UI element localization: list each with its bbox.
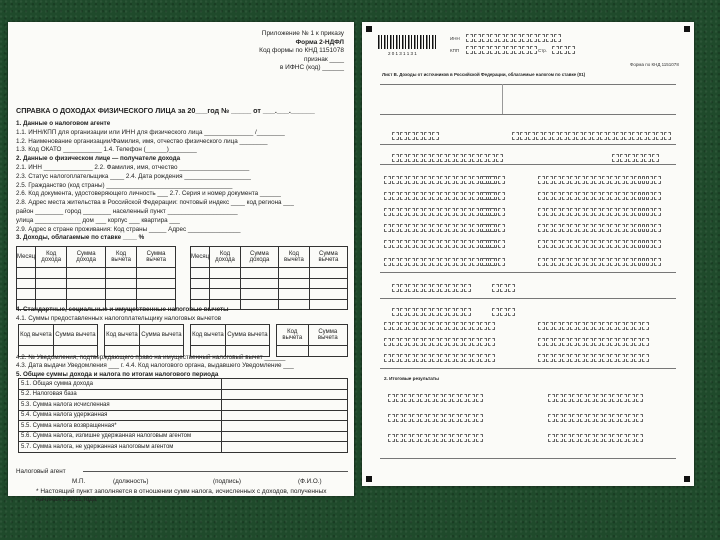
table-header-cell: Сумма вычета [137, 247, 176, 268]
input-boxes[interactable] [492, 284, 515, 292]
input-boxes[interactable] [482, 224, 505, 232]
form-line: 4.1. Суммы предоставленных налогоплательщику налоговых вычетов [16, 314, 222, 322]
header-line: Форма 2-НДФЛ [295, 38, 344, 46]
input-boxes[interactable] [548, 414, 643, 422]
table-row [19, 442, 348, 453]
form-line: 1.3. Код ОКАТО ___________ 1.4. Телефон (______)________ [16, 146, 197, 154]
form-line: 1.1. ИНН/КПП для организации или ИНН для физического лица ______________ /________ [16, 128, 285, 136]
input-boxes[interactable] [492, 308, 515, 316]
table-cell[interactable] [309, 299, 347, 310]
table-cell[interactable] [240, 278, 278, 289]
income-table-right [190, 246, 348, 310]
table-header-cell: Сумма вычета [308, 325, 347, 346]
total-value-cell[interactable] [222, 400, 348, 411]
page-label: Стр. [538, 48, 548, 53]
table-header-cell: Сумма вычета [309, 247, 347, 268]
barcode-number: 2 0 1 3 1 1 3 1 [388, 51, 417, 56]
table-cell[interactable] [210, 289, 241, 300]
footnote: * Настоящий пункт заполняется в отношении сумм налога, исчисленных с доходов, полученных начиная с 2011 года [36, 488, 327, 503]
input-boxes[interactable] [384, 322, 495, 330]
input-boxes[interactable] [388, 434, 483, 442]
total-value-cell[interactable] [222, 431, 348, 442]
total-value-cell[interactable] [222, 421, 348, 432]
form-line: 2.6. Код документа, удостоверяющего личность ___ 2.7. Серия и номер документа ______ [16, 190, 281, 198]
signature-sign-label: (подпись) [213, 478, 241, 485]
table-cell[interactable] [279, 268, 310, 279]
table-header-cell: Код дохода [210, 247, 241, 268]
table-header-cell: Месяц [191, 247, 210, 268]
form-rule [380, 114, 676, 115]
table-cell[interactable] [36, 289, 67, 300]
total-label: 5.5. Сумма налога возвращенная* [19, 421, 222, 432]
total-label: 5.6. Сумма налога, излишне удержанная налоговым агентом [19, 431, 222, 442]
input-boxes[interactable] [538, 354, 649, 362]
table-header-cell: Сумма вычета [139, 325, 183, 346]
total-label: 5.3. Сумма налога исчисленная [19, 400, 222, 411]
table-cell[interactable] [105, 278, 136, 289]
header-line: в ИФНС (код) ______ [279, 64, 344, 71]
input-boxes[interactable] [384, 354, 495, 362]
total-value-cell[interactable] [222, 389, 348, 400]
table-cell[interactable] [17, 278, 36, 289]
table-cell[interactable] [17, 289, 36, 300]
table-cell[interactable] [67, 278, 106, 289]
input-boxes[interactable] [638, 192, 661, 200]
table-header-cell: Код вычета [277, 325, 309, 346]
input-boxes[interactable] [384, 176, 495, 184]
form-rule [380, 272, 676, 273]
totals-table [18, 378, 348, 453]
table-row [19, 421, 348, 432]
table-header-cell: Код дохода [36, 247, 67, 268]
header-line: признак ____ [303, 55, 344, 63]
table-header-cell: Сумма дохода [240, 247, 278, 268]
inn-label: ИНН [450, 36, 460, 41]
form-2ndfl-sheet [8, 22, 354, 503]
table-cell[interactable] [309, 289, 347, 300]
table-header-cell: Код вычета [105, 325, 140, 346]
income-table-left [16, 246, 176, 310]
table-row [19, 410, 348, 421]
input-boxes[interactable] [384, 224, 495, 232]
input-boxes[interactable] [538, 240, 649, 248]
table-cell[interactable] [240, 289, 278, 300]
input-boxes[interactable] [384, 258, 495, 266]
form-line: 2.8. Адрес места жительства в Российской Федерации: почтовый индекс ____ код региона ___ [16, 199, 294, 207]
section-title: 2. Итоговые результаты [384, 376, 439, 381]
form-rule [380, 84, 676, 85]
table-cell[interactable] [309, 278, 347, 289]
barcode-icon [378, 35, 436, 49]
form-line: 1.2. Наименование организации/Фамилия, имя, отчество физического лица ________ [16, 137, 268, 145]
form-line: 2. Данные о физическом лице — получателе дохода [16, 155, 181, 163]
input-boxes[interactable] [538, 208, 649, 216]
input-boxes[interactable] [538, 192, 649, 200]
table-row [191, 278, 348, 289]
input-boxes[interactable] [638, 240, 661, 248]
table-row [19, 400, 348, 411]
total-label: 5.2. Налоговая база [19, 389, 222, 400]
table-header-cell: Сумма дохода [67, 247, 106, 268]
header-line: Код формы по КНД 1151078 [259, 47, 344, 54]
input-boxes[interactable] [392, 308, 471, 316]
input-boxes[interactable] [392, 154, 503, 162]
table-row [191, 268, 348, 279]
table-header-cell: Код вычета [279, 247, 310, 268]
form-line: 1. Данные о налоговом агенте [16, 120, 111, 127]
total-value-cell[interactable] [222, 410, 348, 421]
signature-mp-label: М.П. [72, 478, 86, 485]
form-line: 2.5. Гражданство (код страны) ____________________________________ [16, 181, 233, 189]
form-code: Форма по КНД 1151078 [630, 62, 679, 67]
input-boxes[interactable] [482, 258, 505, 266]
input-boxes[interactable] [482, 208, 505, 216]
form-line: 3. Доходы, облагаемые по ставке ____ % [16, 234, 145, 242]
table-cell[interactable] [36, 278, 67, 289]
table-cell[interactable] [137, 278, 176, 289]
table-cell[interactable] [191, 268, 210, 279]
form-rule [380, 144, 676, 145]
input-boxes[interactable] [638, 208, 661, 216]
table-cell[interactable] [36, 268, 67, 279]
table-cell[interactable] [137, 268, 176, 279]
table-header-cell: Сумма вычета [53, 325, 97, 346]
table-cell[interactable] [105, 268, 136, 279]
signature-name-label: (Ф.И.О.) [298, 478, 322, 485]
deduction-table [18, 324, 98, 357]
input-boxes[interactable] [388, 414, 483, 422]
table-row [17, 289, 176, 300]
total-value-cell[interactable] [222, 442, 348, 453]
form-rule [380, 368, 676, 369]
table-row [17, 268, 176, 279]
input-boxes[interactable] [538, 322, 649, 330]
table-cell[interactable] [240, 268, 278, 279]
input-boxes[interactable] [638, 224, 661, 232]
sheet-title: Лист В. Доходы от источников в Российской Федерации, облагаемые налогом по ставке (01) [382, 72, 586, 77]
form-rule [380, 298, 676, 299]
table-header-cell: Код вычета [19, 325, 54, 346]
form-rule [502, 84, 503, 114]
form-line: улица _____________ дом ___ корпус ___ квартира ___ [16, 216, 180, 224]
input-boxes[interactable] [548, 434, 643, 442]
input-boxes[interactable] [392, 284, 471, 292]
table-cell[interactable] [279, 299, 310, 310]
table-cell[interactable] [17, 268, 36, 279]
table-row [17, 278, 176, 289]
deduction-table [104, 324, 184, 357]
table-cell[interactable] [105, 289, 136, 300]
input-boxes[interactable] [384, 208, 495, 216]
total-label: 5.4. Сумма налога удержанная [19, 410, 222, 421]
kpp-label: КПП [450, 48, 460, 53]
form-line: 2.3. Статус налогоплательщика ____ 2.4. Дата рождения ___________________ [16, 172, 251, 180]
table-cell[interactable] [279, 278, 310, 289]
table-cell[interactable] [67, 289, 106, 300]
input-boxes[interactable] [548, 394, 643, 402]
deduction-table [276, 324, 348, 357]
input-boxes[interactable] [512, 132, 671, 140]
form-rule [380, 458, 676, 459]
table-cell[interactable] [67, 268, 106, 279]
table-cell[interactable] [210, 268, 241, 279]
form-line: 2.1. ИНН ______________ 2.2. Фамилия, имя, отчество ____________________ [16, 164, 250, 171]
form-line: 4.2. № Уведомления, подтверждающего право на имущественный налоговый вычет ______ [16, 354, 286, 361]
input-boxes[interactable] [538, 224, 649, 232]
table-row [19, 389, 348, 400]
total-value-cell[interactable] [222, 379, 348, 390]
form-line: район ________ город ________ населенный пункт ____________________ [16, 208, 238, 215]
table-row [19, 431, 348, 442]
form-line: 2.9. Адрес в стране проживания: Код страны _____ Адрес _______________ [16, 225, 241, 233]
table-row [191, 289, 348, 300]
input-boxes[interactable] [384, 338, 495, 346]
signature-agent-label: Налоговый агент [16, 468, 66, 475]
form-rule [380, 164, 676, 165]
table-cell[interactable] [210, 278, 241, 289]
input-boxes[interactable] [638, 258, 661, 266]
table-row [19, 379, 348, 390]
input-boxes[interactable] [388, 394, 483, 402]
table-cell[interactable] [308, 346, 347, 357]
total-label: 5.1. Общая сумма дохода [19, 379, 222, 390]
form-sheet-b [362, 22, 694, 486]
form-line: 5. Общие суммы дохода и налога по итогам налогового периода [16, 370, 219, 378]
input-boxes[interactable] [612, 154, 659, 162]
form-line: 4. Стандартные, социальные и имущественные налоговые вычеты [16, 306, 229, 313]
input-boxes[interactable] [482, 240, 505, 248]
table-row [277, 346, 348, 357]
deduction-table [190, 324, 270, 357]
table-header-cell: Код вычета [105, 247, 136, 268]
table-cell[interactable] [279, 289, 310, 300]
table-cell[interactable] [240, 299, 278, 310]
header-line: Приложение № 1 к приказу [261, 30, 344, 37]
form-line: 4.3. Дата выдачи Уведомления ___ г. 4.4. Код налогового органа, выдавшего Уведомление ___ [16, 362, 294, 370]
input-boxes[interactable] [538, 176, 649, 184]
input-boxes[interactable] [482, 176, 505, 184]
total-label: 5.7. Сумма налога, не удержанная налоговым агентом [19, 442, 222, 453]
signature-role-label: (должность) [113, 478, 149, 485]
input-boxes[interactable] [538, 258, 649, 266]
input-boxes[interactable] [538, 338, 649, 346]
input-boxes[interactable] [392, 132, 439, 140]
table-header-cell: Сумма вычета [225, 325, 269, 346]
table-header-cell: Код вычета [191, 325, 226, 346]
input-boxes[interactable] [482, 192, 505, 200]
input-boxes[interactable] [384, 240, 495, 248]
form-header [214, 30, 344, 73]
input-boxes[interactable] [384, 192, 495, 200]
table-cell[interactable] [191, 278, 210, 289]
input-boxes[interactable] [638, 176, 661, 184]
table-cell[interactable] [137, 289, 176, 300]
table-cell[interactable] [191, 289, 210, 300]
table-header-cell: Месяц [17, 247, 36, 268]
form-title: СПРАВКА О ДОХОДАХ ФИЗИЧЕСКОГО ЛИЦА за 20___год № _____ от ___.___.______ [16, 106, 315, 115]
table-cell[interactable] [309, 268, 347, 279]
